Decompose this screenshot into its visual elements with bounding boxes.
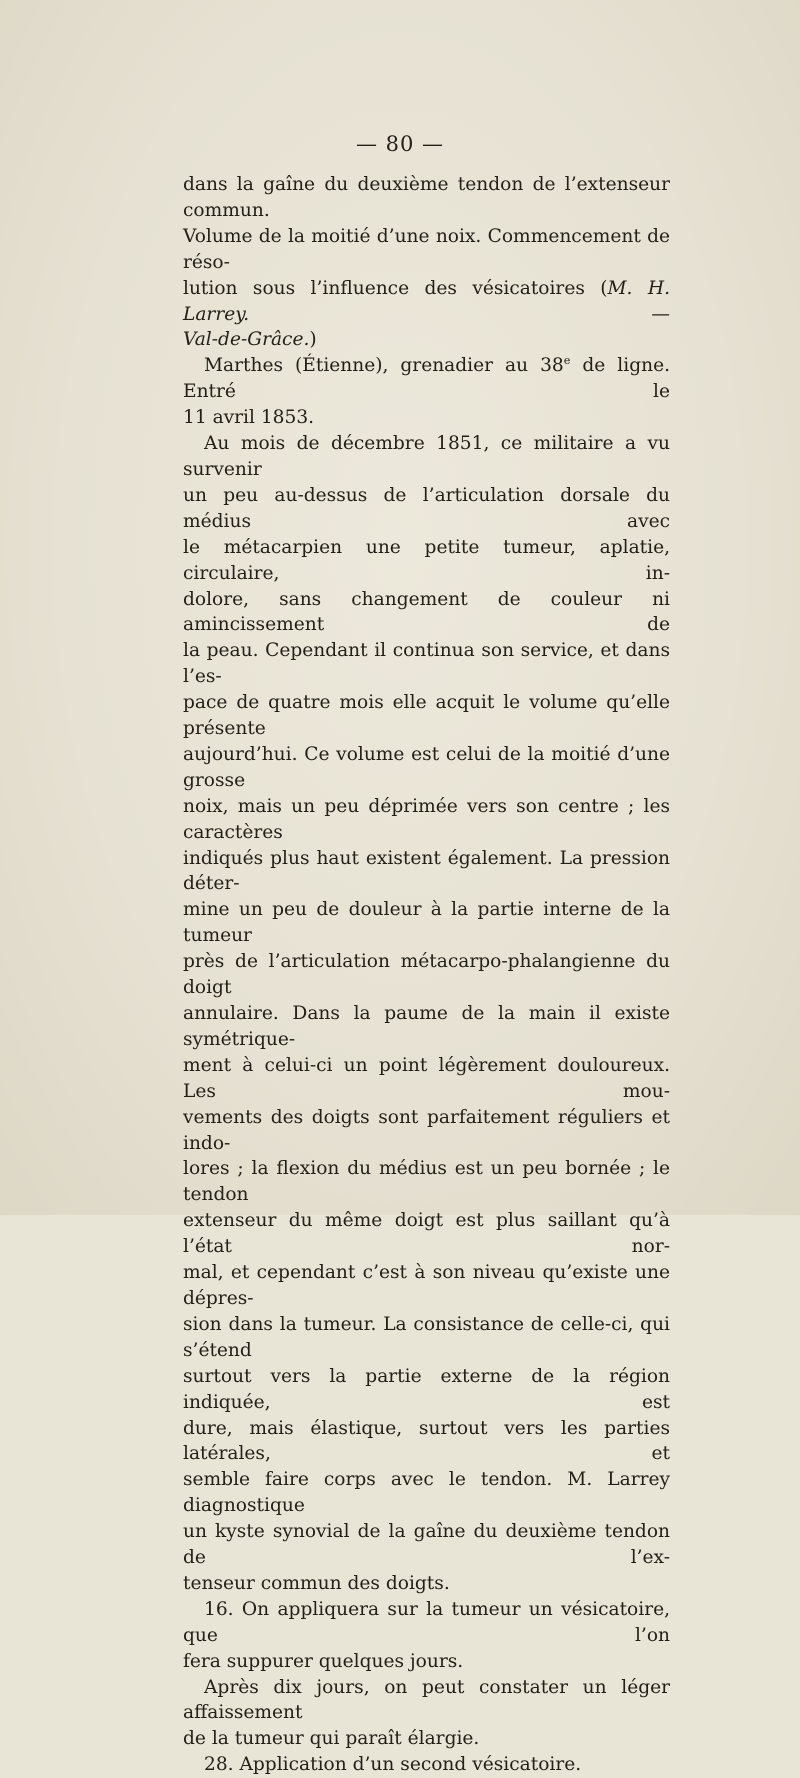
text-line: indiqués plus haut existent également. La pression déter- [183,847,670,895]
body-text [183,172,670,1778]
paragraph-continuation [183,172,670,353]
page-number: — 80 — [355,132,445,156]
patient-rest: de ligne. Entré le [183,355,670,403]
text-line: le métacarpien une petite tumeur, aplatie, circulaire, in- [183,536,670,584]
text-line: sion dans la tumeur. La consistance de celle-ci, qui s’étend [183,1313,670,1361]
text-line: mine un peu de douleur à la partie interne de la tumeur [183,899,670,947]
text-line: annulaire. Dans la paume de la main il existe symétrique- [183,1003,670,1050]
text-line: vements des doigts sont parfaitement réguliers et indo- [183,1106,670,1154]
text-line: lores ; la flexion du médius est un peu bornée ; le tendon [183,1158,670,1206]
text-line: Au mois de décembre 1851, ce militaire a vu survenir [183,433,670,480]
text-line: 16. On appliquera sur la tumeur un vésicatoire, que l’on [183,1598,670,1646]
text-line: mal, et cependant c’est à son niveau qu’existe une dépres- [183,1262,670,1309]
text-line: un peu au-dessus de l’articulation dorsale du médius avec [183,484,670,532]
text-line [183,276,670,328]
text-line: Après dix jours, on peut constater un léger affaissement [183,1676,670,1724]
citation-author: M. H. Larrey [183,277,670,325]
citation-place: Val-de-Grâce. [183,329,310,351]
patient-name: Marthes (Étienne), grenadier au 38 [204,355,564,377]
text-line: dure, mais élastique, surtout vers les parties latérales, et [183,1417,670,1465]
paragraph-after-ten-days [183,1675,670,1753]
text-line: près de l’articulation métacarpo-phalangienne du doigt [183,951,670,999]
text-line: surtout vers la partie externe de la région indiquée, est [183,1365,670,1413]
text-line: la peau. Cependant il continua son service, et dans l’es- [183,640,670,688]
paragraph-patient [183,353,670,431]
text-line [183,327,670,353]
ordinal-suffix: e [563,354,571,368]
citation-close: ) [309,329,317,351]
text-line: semble faire corps avec le tendon. M. Larrey diagnostique [183,1469,670,1517]
text-line: de la tumeur qui paraît élargie. [183,1728,480,1750]
text-line: ment à celui-ci un point légèrement douloureux. Les mou- [183,1054,670,1102]
text-line: tenseur commun des doigts. [183,1572,450,1594]
text-line: 28. Application d’un second vésicatoire. [204,1754,582,1776]
paragraph-history [183,431,670,1597]
text-line: dans la gaîne du deuxième tendon de l’extenseur commun. [183,174,670,221]
text-line: un kyste synovial de la gaîne du deuxième tendon de l’ex- [183,1521,670,1569]
text-line: aujourd’hui. Ce volume est celui de la moitié d’une grosse [183,743,670,791]
text-line: pace de quatre mois elle acquit le volume qu’elle présente [183,692,670,740]
text-line: extenseur du même doigt est plus saillant qu’à l’état nor- [183,1210,670,1258]
paragraph-treatment-28 [183,1752,670,1778]
paragraph-treatment-16 [183,1597,670,1675]
text-line: 11 avril 1853. [183,407,315,429]
text-line: Volume de la moitié d’une noix. Commencement de réso- [183,225,670,273]
text-line: dolore, sans changement de couleur ni amincissement de [183,588,670,636]
text-line: fera suppurer quelques jours. [183,1650,464,1672]
text-line: noix, mais un peu déprimée vers son centre ; les caractères [183,795,670,843]
citation-separator: . — [243,303,670,325]
text-line [183,353,670,405]
text-line-start: lution sous l’influence des vésicatoires ( [183,277,608,299]
